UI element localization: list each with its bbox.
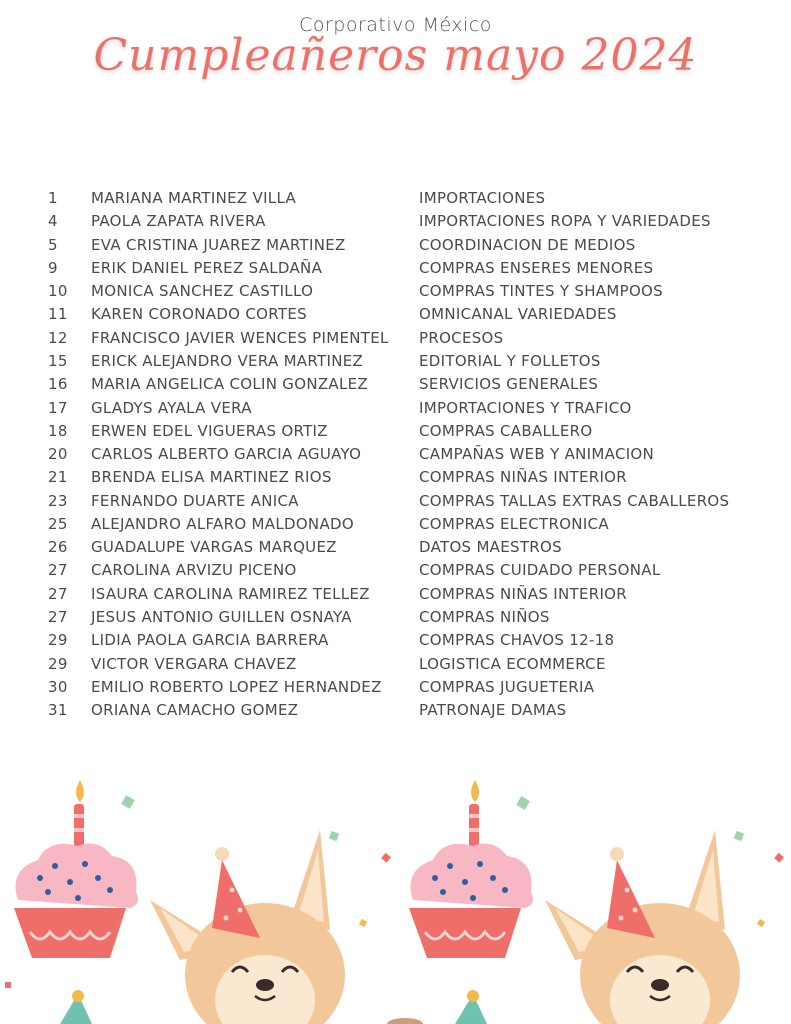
birthday-name: MONICA SANCHEZ CASTILLO	[91, 282, 314, 301]
birthday-department: IMPORTACIONES Y TRAFICO	[419, 398, 632, 417]
birthday-name: GLADYS AYALA VERA	[91, 398, 252, 417]
birthday-row	[0, 585, 791, 608]
birthday-day: 1	[48, 189, 58, 207]
birthday-department: DATOS MAESTROS	[419, 538, 562, 557]
birthday-department: COMPRAS CHAVOS 12-18	[419, 631, 615, 650]
birthday-day: 20	[48, 445, 68, 464]
birthday-row	[0, 352, 791, 375]
birthday-row	[0, 399, 791, 422]
birthday-department: COMPRAS TALLAS EXTRAS CABALLEROS	[419, 491, 730, 510]
birthday-department: COMPRAS CABALLERO	[419, 421, 593, 440]
birthday-name: JESUS ANTONIO GUILLEN OSNAYA	[91, 608, 352, 627]
birthday-row	[0, 655, 791, 678]
birthday-day: 10	[48, 282, 68, 301]
birthday-day: 23	[48, 491, 68, 510]
page-subtitle: Corporativo México	[299, 14, 492, 36]
birthday-name: ALEJANDRO ALFARO MALDONADO	[91, 514, 354, 533]
birthday-day: 21	[48, 468, 68, 487]
birthday-day: 29	[48, 654, 68, 673]
birthday-row	[0, 445, 791, 468]
birthday-name: CAROLINA ARVIZU PICENO	[91, 561, 297, 580]
birthday-day: 29	[48, 631, 68, 650]
birthday-day: 30	[48, 677, 68, 696]
birthday-name: LIDIA PAOLA GARCIA BARRERA	[91, 631, 329, 650]
birthday-department: IMPORTACIONES ROPA Y VARIEDADES	[419, 212, 711, 231]
birthday-name: MARIA ANGELICA COLIN GONZALEZ	[91, 375, 368, 394]
birthday-name: FRANCISCO JAVIER WENCES PIMENTEL	[91, 328, 389, 347]
birthday-row	[0, 212, 791, 235]
birthday-day: 9	[48, 258, 58, 277]
birthday-name: VICTOR VERGARA CHAVEZ	[91, 654, 297, 673]
birthday-row	[0, 259, 791, 282]
birthday-day: 18	[48, 421, 68, 440]
birthday-row	[0, 189, 791, 212]
birthday-name: GUADALUPE VARGAS MARQUEZ	[91, 538, 337, 557]
page-title: Cumpleañeros mayo 2024	[93, 30, 698, 81]
birthday-department: CAMPAÑAS WEB Y ANIMACION	[419, 445, 655, 464]
birthday-row	[0, 492, 791, 515]
birthday-row	[0, 236, 791, 259]
birthday-day: 16	[48, 375, 68, 394]
birthday-day: 4	[48, 212, 58, 231]
birthday-row	[0, 422, 791, 445]
birthday-row	[0, 538, 791, 561]
birthday-department: COORDINACION DE MEDIOS	[419, 235, 636, 254]
birthday-department: PATRONAJE DAMAS	[419, 701, 567, 720]
birthday-day: 31	[48, 701, 68, 720]
birthday-department: COMPRAS TINTES Y SHAMPOOS	[419, 282, 663, 301]
birthday-name: FERNANDO DUARTE ANICA	[91, 491, 299, 510]
birthday-department: LOGISTICA ECOMMERCE	[419, 654, 606, 673]
birthday-day: 27	[48, 608, 68, 627]
birthday-department: COMPRAS ELECTRONICA	[419, 514, 609, 533]
birthday-row	[0, 329, 791, 352]
birthday-row	[0, 631, 791, 654]
birthday-row	[0, 701, 791, 724]
birthday-department: COMPRAS NIÑAS INTERIOR	[419, 468, 628, 487]
birthday-name: BRENDA ELISA MARTINEZ RIOS	[91, 468, 332, 487]
birthday-day: 25	[48, 514, 68, 533]
birthday-row	[0, 282, 791, 305]
birthday-row	[0, 468, 791, 491]
birthday-name: EVA CRISTINA JUAREZ MARTINEZ	[91, 235, 346, 254]
birthday-day: 11	[48, 305, 68, 324]
birthday-department: EDITORIAL Y FOLLETOS	[419, 351, 601, 370]
birthday-department: COMPRAS ENSERES MENORES	[419, 258, 654, 277]
birthday-name: PAOLA ZAPATA RIVERA	[91, 212, 266, 231]
birthday-name: ORIANA CAMACHO GOMEZ	[91, 701, 299, 720]
birthday-row	[0, 678, 791, 701]
birthday-department: COMPRAS JUGUETERIA	[419, 677, 595, 696]
birthday-name: ERWEN EDEL VIGUERAS ORTIZ	[91, 421, 328, 440]
birthday-day: 5	[48, 235, 58, 254]
birthday-decoration	[0, 760, 791, 1024]
birthday-row	[0, 561, 791, 584]
birthday-row	[0, 305, 791, 328]
birthday-row	[0, 608, 791, 631]
birthday-day: 26	[48, 538, 68, 557]
birthday-day: 27	[48, 561, 68, 580]
birthday-name: EMILIO ROBERTO LOPEZ HERNANDEZ	[91, 677, 382, 696]
birthday-name: ISAURA CAROLINA RAMIREZ TELLEZ	[91, 584, 370, 603]
birthday-row	[0, 515, 791, 538]
birthday-name: MARIANA MARTINEZ VILLA	[91, 189, 297, 207]
birthday-day: 27	[48, 584, 68, 603]
birthday-day: 15	[48, 351, 68, 370]
birthday-name: KAREN CORONADO CORTES	[91, 305, 307, 324]
birthday-day: 17	[48, 398, 68, 417]
birthday-department: IMPORTACIONES	[419, 189, 546, 207]
birthday-department: COMPRAS CUIDADO PERSONAL	[419, 561, 661, 580]
birthday-name: CARLOS ALBERTO GARCIA AGUAYO	[91, 445, 362, 464]
birthday-department: COMPRAS NIÑOS	[419, 608, 550, 627]
birthday-row	[0, 375, 791, 398]
birthday-name: ERIK DANIEL PEREZ SALDAÑA	[91, 258, 323, 277]
birthday-department: SERVICIOS GENERALES	[419, 375, 599, 394]
birthday-department: COMPRAS NIÑAS INTERIOR	[419, 584, 628, 603]
birthday-department: PROCESOS	[419, 328, 504, 347]
birthday-department: OMNICANAL VARIEDADES	[419, 305, 617, 324]
birthday-day: 12	[48, 328, 68, 347]
birthday-name: ERICK ALEJANDRO VERA MARTINEZ	[91, 351, 364, 370]
